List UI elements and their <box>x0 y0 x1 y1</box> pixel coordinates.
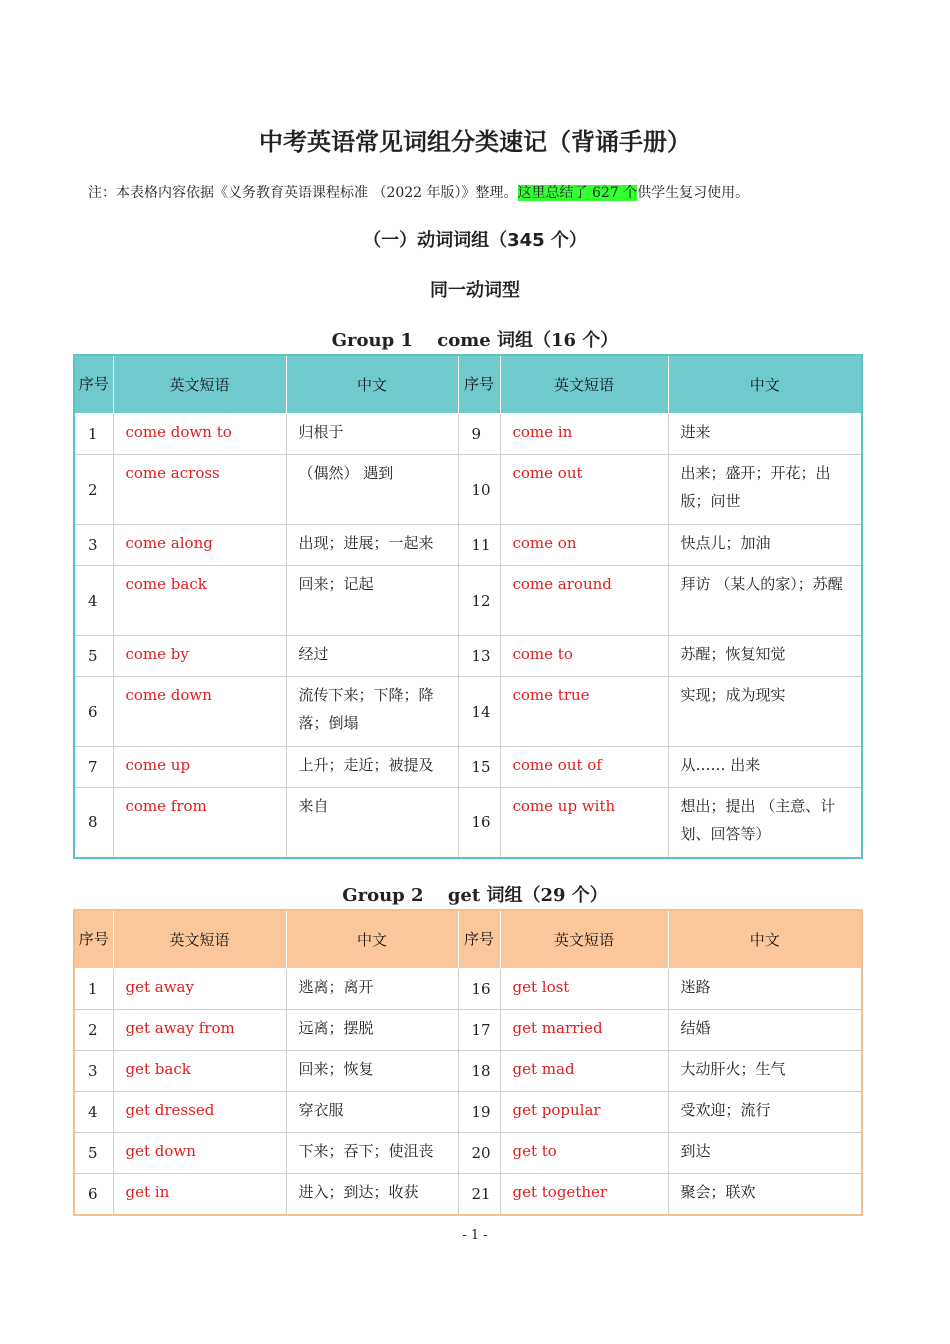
english-phrase: get away <box>113 969 286 1010</box>
english-phrase: get down <box>113 1133 286 1174</box>
english-phrase: come up with <box>500 788 668 858</box>
header-en: 英文短语 <box>113 910 286 969</box>
table-row <box>74 636 862 677</box>
note-suffix: 供学生复习使用。 <box>637 185 750 201</box>
header-zh: 中文 <box>286 910 458 969</box>
english-phrase: come out <box>500 455 668 525</box>
row-number: 11 <box>458 525 500 566</box>
chinese-meaning: 快点儿；加油 <box>668 525 862 566</box>
header-num: 序号 <box>74 355 113 414</box>
english-phrase: get to <box>500 1133 668 1174</box>
chinese-meaning: 从…… 出来 <box>668 747 862 788</box>
subsection-title: 同一动词型 <box>430 280 520 301</box>
header-en: 英文短语 <box>500 910 668 969</box>
english-phrase: come from <box>113 788 286 858</box>
row-number: 17 <box>458 1010 500 1051</box>
row-number: 18 <box>458 1051 500 1092</box>
header-num: 序号 <box>74 910 113 969</box>
chinese-meaning: 聚会；联欢 <box>668 1174 862 1215</box>
table-header-row <box>74 910 862 969</box>
note-prefix: 注：本表格内容依据《义务教育英语课程标准 （2022 年版）》整理。 <box>88 185 518 201</box>
table-row <box>74 969 862 1010</box>
row-number: 6 <box>74 1174 113 1215</box>
table-row <box>74 1051 862 1092</box>
english-phrase: get dressed <box>113 1092 286 1133</box>
chinese-meaning: 经过 <box>286 636 458 677</box>
chinese-meaning: 拜访 （某人的家）；苏醒 <box>668 566 862 636</box>
english-phrase: get away from <box>113 1010 286 1051</box>
chinese-meaning: 远离；摆脱 <box>286 1010 458 1051</box>
table-row <box>74 677 862 747</box>
row-number: 3 <box>74 525 113 566</box>
chinese-meaning: 下来；吞下；使沮丧 <box>286 1133 458 1174</box>
chinese-meaning: 出来；盛开；开花；出版；问世 <box>668 455 862 525</box>
table-row <box>74 525 862 566</box>
section-title: （一）动词词组（345 个） <box>363 230 587 251</box>
chinese-meaning: 穿衣服 <box>286 1092 458 1133</box>
header-num: 序号 <box>458 355 500 414</box>
chinese-meaning: 流传下来；下降；降落；倒塌 <box>286 677 458 747</box>
page-number: - 1 - <box>462 1228 488 1243</box>
chinese-meaning: 回来；恢复 <box>286 1051 458 1092</box>
header-zh: 中文 <box>668 910 862 969</box>
chinese-meaning: （偶然） 遇到 <box>286 455 458 525</box>
english-phrase: come down to <box>113 414 286 455</box>
header-zh: 中文 <box>668 355 862 414</box>
header-num: 序号 <box>458 910 500 969</box>
english-phrase: come by <box>113 636 286 677</box>
row-number: 19 <box>458 1092 500 1133</box>
page-title: 中考英语常见词组分类速记（背诵手册） <box>259 128 691 156</box>
chinese-meaning: 苏醒；恢复知觉 <box>668 636 862 677</box>
english-phrase: come down <box>113 677 286 747</box>
header-en: 英文短语 <box>500 355 668 414</box>
row-number: 5 <box>74 636 113 677</box>
row-number: 3 <box>74 1051 113 1092</box>
row-number: 2 <box>74 455 113 525</box>
chinese-meaning: 受欢迎；流行 <box>668 1092 862 1133</box>
english-phrase: get in <box>113 1174 286 1215</box>
table-row <box>74 566 862 636</box>
row-number: 2 <box>74 1010 113 1051</box>
english-phrase: get lost <box>500 969 668 1010</box>
english-phrase: get mad <box>500 1051 668 1092</box>
row-number: 12 <box>458 566 500 636</box>
row-number: 6 <box>74 677 113 747</box>
english-phrase: get back <box>113 1051 286 1092</box>
english-phrase: come true <box>500 677 668 747</box>
row-number: 16 <box>458 969 500 1010</box>
english-phrase: come in <box>500 414 668 455</box>
english-phrase: get married <box>500 1010 668 1051</box>
table-row <box>74 788 862 858</box>
table-row <box>74 1174 862 1215</box>
english-phrase: come around <box>500 566 668 636</box>
row-number: 16 <box>458 788 500 858</box>
row-number: 21 <box>458 1174 500 1215</box>
group2-title: Group 2 get 词组（29 个） <box>342 885 608 906</box>
chinese-meaning: 到达 <box>668 1133 862 1174</box>
group1-table <box>73 354 863 859</box>
chinese-meaning: 结婚 <box>668 1010 862 1051</box>
table-row <box>74 747 862 788</box>
note-highlight: 这里总结了 627 个 <box>517 185 638 201</box>
row-number: 7 <box>74 747 113 788</box>
english-phrase: get together <box>500 1174 668 1215</box>
english-phrase: come along <box>113 525 286 566</box>
chinese-meaning: 大动肝火；生气 <box>668 1051 862 1092</box>
row-number: 8 <box>74 788 113 858</box>
row-number: 1 <box>74 969 113 1010</box>
chinese-meaning: 进来 <box>668 414 862 455</box>
english-phrase: come to <box>500 636 668 677</box>
chinese-meaning: 回来；记起 <box>286 566 458 636</box>
row-number: 20 <box>458 1133 500 1174</box>
table-header-row <box>74 355 862 414</box>
header-en: 英文短语 <box>113 355 286 414</box>
row-number: 10 <box>458 455 500 525</box>
chinese-meaning: 实现；成为现实 <box>668 677 862 747</box>
row-number: 4 <box>74 1092 113 1133</box>
table-row <box>74 455 862 525</box>
english-phrase: come up <box>113 747 286 788</box>
source-note <box>88 182 749 202</box>
table-row <box>74 1092 862 1133</box>
row-number: 5 <box>74 1133 113 1174</box>
row-number: 13 <box>458 636 500 677</box>
row-number: 1 <box>74 414 113 455</box>
chinese-meaning: 迷路 <box>668 969 862 1010</box>
table-row <box>74 1133 862 1174</box>
table-row <box>74 1010 862 1051</box>
english-phrase: come across <box>113 455 286 525</box>
chinese-meaning: 归根于 <box>286 414 458 455</box>
row-number: 14 <box>458 677 500 747</box>
english-phrase: come back <box>113 566 286 636</box>
english-phrase: get popular <box>500 1092 668 1133</box>
header-zh: 中文 <box>286 355 458 414</box>
row-number: 9 <box>458 414 500 455</box>
group2-table <box>73 909 863 1216</box>
chinese-meaning: 来自 <box>286 788 458 858</box>
chinese-meaning: 想出；提出 （主意、计划、回答等） <box>668 788 862 858</box>
chinese-meaning: 逃离；离开 <box>286 969 458 1010</box>
chinese-meaning: 进入；到达；收获 <box>286 1174 458 1215</box>
english-phrase: come on <box>500 525 668 566</box>
table-row <box>74 414 862 455</box>
english-phrase: come out of <box>500 747 668 788</box>
row-number: 15 <box>458 747 500 788</box>
row-number: 4 <box>74 566 113 636</box>
chinese-meaning: 上升；走近；被提及 <box>286 747 458 788</box>
group1-title: Group 1 come 词组（16 个） <box>331 330 619 351</box>
chinese-meaning: 出现；进展；一起来 <box>286 525 458 566</box>
